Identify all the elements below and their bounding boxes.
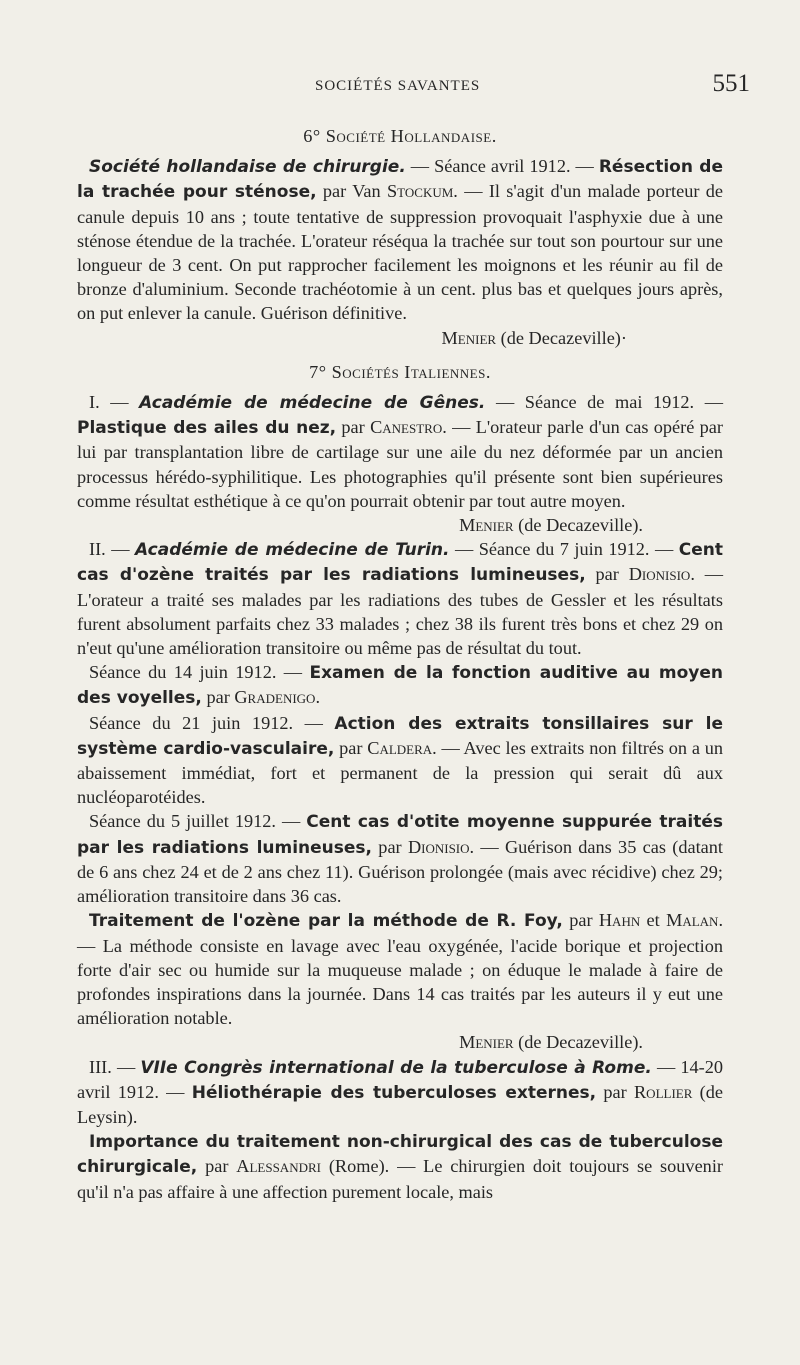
running-head	[0, 70, 800, 106]
society-name: Académie de médecine de Gênes.	[139, 393, 486, 414]
signature-place: (de Decazeville)·	[496, 327, 627, 348]
item-number: I. —	[89, 392, 140, 413]
author-name: Gradenigo	[234, 687, 316, 708]
society-name: VIIe Congrès international de la tuberculose à Rome.	[140, 1057, 652, 1078]
report-title: Traitement de l'ozène par la méthode de R. Foy,	[89, 911, 563, 932]
session-date: Séance du 21 juin 1912. —	[89, 712, 335, 733]
report-ozena-foy-method	[77, 908, 723, 1030]
text-by: par	[334, 737, 368, 758]
society-name: Société hollandaise de chirurgie.	[89, 157, 406, 178]
author-name: Stockum	[387, 181, 454, 202]
author-name: Canestro	[370, 417, 443, 438]
text-by: par	[596, 1081, 634, 1102]
report-non-surgical-treatment	[77, 1129, 723, 1204]
page-number: 551	[712, 70, 750, 97]
text-by: par	[201, 687, 235, 708]
report-title: Importance du traitement non-chirurgical des cas de tuberculose chirurgicale,	[77, 1132, 723, 1178]
report-heliotherapy	[77, 1055, 723, 1130]
section-heading-italian-societies: 7° Sociétés Italiennes.	[309, 361, 491, 382]
signature	[77, 513, 723, 537]
report-nose-plastic	[77, 390, 723, 513]
report-text: . — Avec les extraits non filtrés on a un abaissement immédiat, fort et permanent de la pression qui serait dû aux nucléoparotéides.	[77, 737, 724, 808]
signature	[77, 1030, 723, 1054]
report-title: Cent cas d'otite moyenne suppurée traités par les radiations lumineuses,	[77, 812, 723, 858]
session-date: Séance du 5 juillet 1912. —	[89, 811, 307, 832]
report-auditory-function	[77, 660, 723, 710]
signature-name: Menier	[459, 515, 514, 536]
author-name: Alessandri	[236, 1156, 321, 1177]
text-by: par	[372, 836, 408, 857]
text-by: par	[562, 910, 599, 931]
session-date: Séance du 14 juin 1912. —	[89, 662, 310, 683]
report-title: Héliothérapie des tuberculoses externes,	[191, 1082, 597, 1103]
session-date: — 14-20 avril 1912. —	[77, 1056, 723, 1102]
report-title: Examen de la fonction auditive au moyen des voyelles,	[77, 663, 724, 709]
article-body	[77, 124, 723, 1204]
author-name: Dionisio	[628, 564, 691, 585]
report-otitis-radiation	[77, 809, 723, 908]
report-text: (de Leysin).	[77, 1081, 723, 1127]
session-date: — Séance du 7 juin 1912. —	[449, 539, 679, 560]
author-name: Rollier	[633, 1081, 693, 1102]
text-by: par	[336, 417, 371, 438]
signature-name: Menier	[441, 327, 497, 348]
report-title: Résection de la trachée pour sténose,	[77, 157, 723, 203]
text-by: par Van	[316, 181, 388, 202]
signature	[77, 326, 723, 350]
report-ozena-radiation	[77, 537, 723, 660]
session-date: — Séance avril 1912. —	[405, 156, 599, 177]
report-text: . — L'orateur a traité ses malades par les radiations des tubes de Gessler et les résultats furent absolument parfaits chez 33 malades ; chez 38 ils furent très bons et chez 29 on n'eut qu'une amélioration transitoire ou même pas de résultat du tout.	[77, 564, 724, 659]
running-title: SOCIÉTÉS SAVANTES	[315, 78, 481, 94]
author-name: Hahn	[598, 910, 641, 931]
author-name: Dionisio	[407, 836, 470, 857]
section-heading-dutch-society: 6° Société Hollandaise.	[303, 126, 497, 146]
report-text: . — L'orateur parle d'un cas opéré par lui par transplantation libre de cartilage sur une aile du nez déformée par un ancien processus hérédo-syphilitique. Les photographies qu'il présente sont bien supérieures comme résultat esthétique à ce qu'on pourrait obtenir par tout autre moyen.	[77, 417, 724, 511]
author-name: Malan	[666, 910, 719, 931]
report-trachea-resection	[77, 154, 723, 325]
report-title: Cent cas d'ozène traités par les radiations lumineuses,	[77, 540, 723, 586]
session-date: — Séance de mai 1912. —	[485, 392, 723, 413]
report-text: .	[315, 687, 321, 708]
text-and: et	[640, 910, 667, 931]
text-by: par	[197, 1156, 237, 1177]
item-number: II. —	[89, 539, 136, 560]
signature-place: (de Decazeville).	[513, 1032, 643, 1053]
item-number: III. —	[89, 1056, 141, 1077]
society-name: Académie de médecine de Turin.	[135, 540, 450, 561]
signature-name: Menier	[459, 1032, 514, 1053]
signature-place: (de Decazeville).	[513, 515, 643, 536]
report-title: Plastique des ailes du nez,	[77, 418, 337, 439]
report-tonsil-extracts	[77, 711, 723, 810]
text-by: par	[585, 564, 629, 585]
report-text: . — La méthode consiste en lavage avec l'eau oxygénée, l'acide borique et projection forte d'air sec ou humide sur la muqueuse malade ; on éduque le malade à faire de profondes inspirations dans la journée. Dans 14 cas traités par les auteurs il y eut une amélioration notable.	[77, 910, 724, 1029]
author-name: Caldera	[367, 737, 433, 758]
report-text: . — Il s'agit d'un malade porteur de canule depuis 10 ans ; toute tentative de suppression provoquait l'asphyxie due à une sténose étendue de la trachée. L'orateur réséqua la trachée sur tout son pourtour sur une longueur de 3 cent. On put rapprocher facilement les moignons et les réunir au fil de bronze d'aluminium. Seconde trachéotomie à un cent. plus bas et quelques jours après, on put enlever la canule. Guérison définitive.	[77, 181, 724, 324]
report-title: Action des extraits tonsillaires sur le système cardio-vasculaire,	[77, 713, 723, 759]
report-text: (Rome). — Le chirurgien doit toujours se souvenir qu'il n'a pas affaire à une affection purement locale, mais	[77, 1156, 723, 1202]
report-text: . — Guérison dans 35 cas (datant de 6 ans chez 24 et de 2 ans chez 11). Guérison prolongée (mais avec récidive) chez 29; amélioration transitoire dans 36 cas.	[77, 836, 723, 907]
